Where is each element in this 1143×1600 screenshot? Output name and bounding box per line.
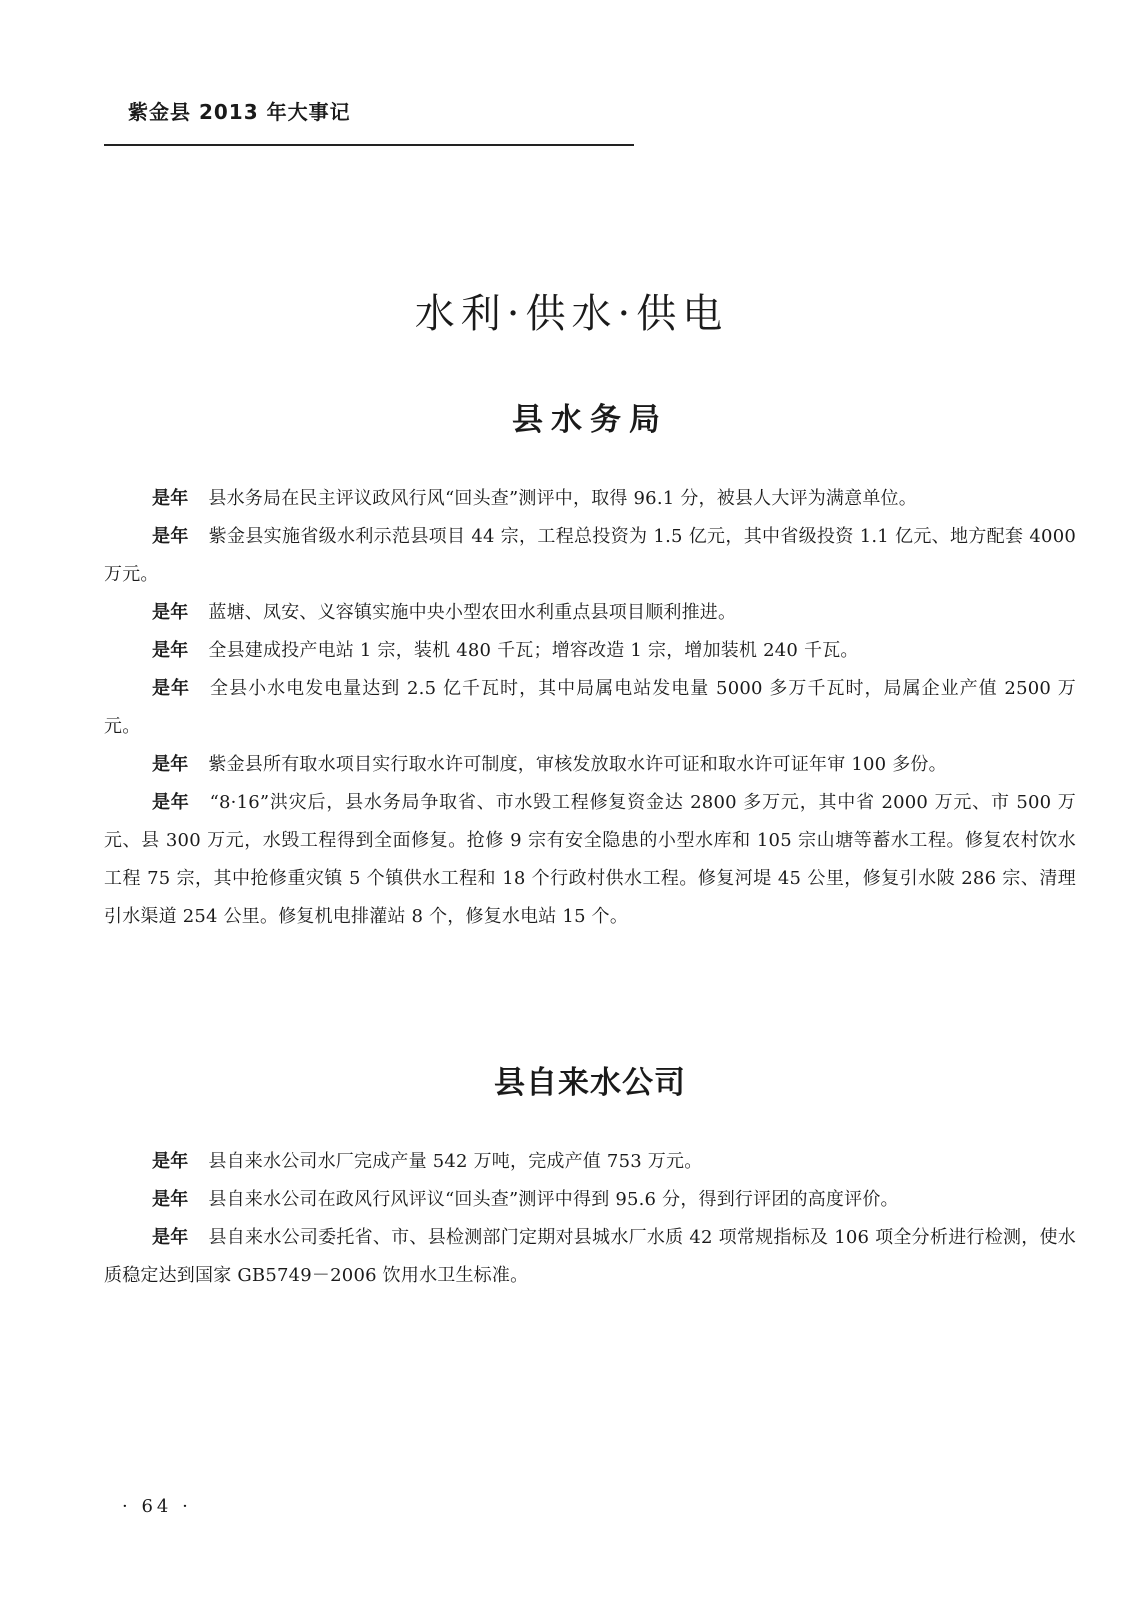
entry-text: 紫金县实施省级水利示范县项目 44 宗，工程总投资为 1.5 亿元，其中省级投资 1.1 亿元、地方配套 4000 万元。 [104, 526, 1076, 585]
entry [104, 1143, 1076, 1181]
entry-text: 全县小水电发电量达到 2.5 亿千瓦时，其中局属电站发电量 5000 多万千瓦时，局属企业产值 2500 万元。 [104, 678, 1076, 737]
entry [104, 632, 1076, 670]
entry-lead: 是年 [152, 754, 189, 775]
entry-lead: 是年 [152, 602, 189, 623]
entry-text: “8·16”洪灾后，县水务局争取省、市水毁工程修复资金达 2800 多万元，其中省 2000 万元、市 500 万元、县 300 万元，水毁工程得到全面修复。抢修 9 宗有安全隐患的小型水库和 105 宗山塘等蓄水工程。修复农村饮水工程 75 宗，其中抢修重灾镇 5 个镇供水工程和 18 个行政村供水工程。修复河堤 45 公里，修复引水陂 286 宗、清理引水渠道 254 公里。修复机电排灌站 8 个，修复水电站 15 个。 [104, 792, 1077, 927]
entry [104, 1181, 1076, 1219]
section-water-company [104, 1061, 1076, 1295]
entry [104, 670, 1076, 746]
page-number: · 64 · [122, 1496, 192, 1517]
entry-lead: 是年 [152, 678, 191, 699]
entry-text: 县自来水公司委托省、市、县检测部门定期对县城水厂水质 42 项常规指标及 106 项全分析进行检测，使水质稳定达到国家 GB5749－2006 饮用水卫生标准。 [104, 1227, 1076, 1286]
section-heading: 县水务局 [512, 402, 668, 438]
entry-list [104, 1143, 1076, 1295]
entry [104, 784, 1076, 936]
entry-lead: 是年 [152, 488, 189, 509]
entry-text: 紫金县所有取水项目实行取水许可制度，审核发放取水许可证和取水许可证年审 100 多份。 [208, 754, 947, 775]
entry [104, 1219, 1076, 1295]
entry-lead: 是年 [152, 1227, 189, 1248]
entry-lead: 是年 [152, 1151, 189, 1172]
entry-lead: 是年 [152, 792, 190, 813]
section-water-bureau [104, 398, 1076, 936]
entry-text: 蓝塘、凤安、义容镇实施中央小型农田水利重点县项目顺利推进。 [208, 602, 737, 623]
entry-text: 全县建成投产电站 1 宗，装机 480 千瓦；增容改造 1 宗，增加装机 240 千瓦。 [208, 640, 859, 661]
section-heading: 县自来水公司 [494, 1065, 686, 1101]
running-header: 紫金县 2013 年大事记 [128, 100, 351, 124]
entry-list [104, 480, 1076, 936]
entry-text: 县水务局在民主评议政风行风“回头查”测评中，取得 96.1 分，被县人大评为满意单位。 [208, 488, 917, 509]
entry [104, 518, 1076, 594]
header-rule [104, 144, 634, 146]
entry [104, 746, 1076, 784]
entry [104, 480, 1076, 518]
entry-text: 县自来水公司在政风行风评议“回头查”测评中得到 95.6 分，得到行评团的高度评价。 [208, 1189, 899, 1210]
entry-text: 县自来水公司水厂完成产量 542 万吨，完成产值 753 万元。 [208, 1151, 703, 1172]
chapter-title: 水利·供水·供电 [414, 291, 729, 337]
entry [104, 594, 1076, 632]
entry-lead: 是年 [152, 640, 189, 661]
entry-lead: 是年 [152, 1189, 189, 1210]
entry-lead: 是年 [152, 526, 189, 547]
